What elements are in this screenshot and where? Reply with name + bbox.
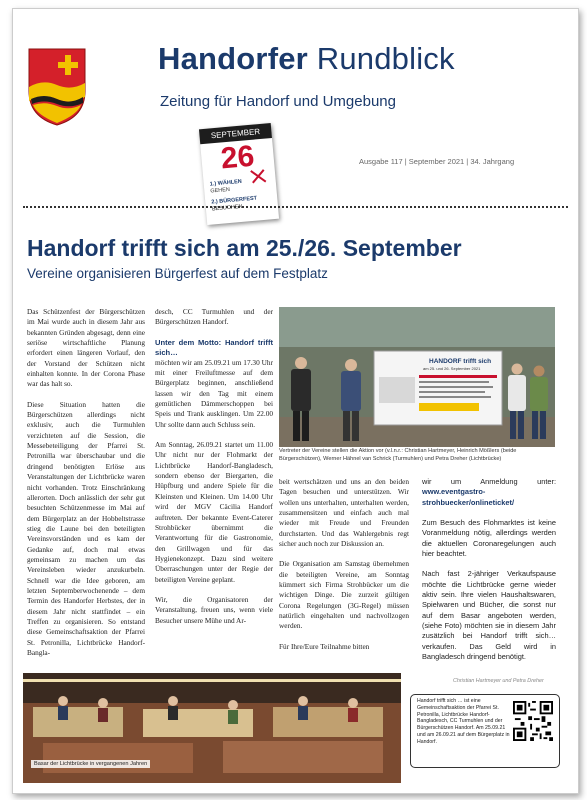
divider bbox=[23, 206, 568, 208]
coat-of-arms-icon bbox=[27, 47, 87, 127]
paragraph: Nach fast 2-jähriger Verkaufspause möchte die Lichtbrücke gerne wieder aktiv sein. Ihre vielen Haushaltswaren, Spielwaren und Bücher, die sonst nur auf dem Basar angeboten werden, (siehe Foto) möchten sie in diesem Jahr zusätzlich bei Handorf trifft sich… verkaufen. Das Geld wird in Bangladesch dringend benötigt. bbox=[422, 569, 556, 662]
masthead-title-bold: Handorfer bbox=[158, 41, 308, 76]
calendar-month: SEPTEMBER bbox=[199, 123, 272, 144]
paragraph: Wir, die Organisatoren der Veranstaltung, freuen uns, wenn viele Besucher unsere Mühe und Ar- bbox=[155, 594, 273, 625]
paragraph: Am Sonntag, 26.09.21 startet um 11.00 Uhr nicht nur der Flohmarkt der Lichtbrücke Handorf-Bangladesch, sondern ebenso der Biergarten, die Hüpfburg und andere Spiele für die Kleinsten und Kleinen. Um 14.00 Uhr wird der MGV Cäcilia Handorf auftreten. Der bekannte Event-Caterer Strohbücker übernimmt die Verantwortung für die Gastronomie, den Grillwagen und für das Hygienekonzept. Dazu sind weitere Überraschungen unter der Regie der beteiligten Vereine geplant. bbox=[155, 440, 273, 584]
article-column-2 bbox=[155, 307, 273, 636]
event-team-photo bbox=[279, 307, 555, 447]
registration-prefix: wir um Anmeldung unter: bbox=[422, 477, 556, 486]
cross-mark-icon bbox=[249, 168, 268, 186]
article-column-4 bbox=[422, 477, 556, 673]
calendar-day: 26 bbox=[219, 139, 256, 176]
calendar-item2-sub: BESUCHEN bbox=[211, 203, 243, 213]
banner-subtitle: am 25. und 26. September 2021 bbox=[423, 366, 481, 371]
paragraph: Für Ihre/Eure Teilnahme bitten bbox=[279, 641, 370, 651]
article-subheadline: Vereine organisieren Bürgerfest auf dem Festplatz bbox=[27, 266, 328, 281]
paragraph: Die Organisation am Samstag übernehmen die beteiligten Vereine, am Sonntag kümmert sich Firma Strohbücker um die wichtigen Dinge. Die zurzeit gültigen Corona Regelungen (3G-Regel) müssen natürlich eingehalten und nachvollzogen werden. bbox=[279, 559, 409, 631]
paragraph: Zum Besuch des Flohmarktes ist keine Voranmeldung nötig, allerdings werden die aktuellen Coronaregelungen auch hier beachtet. bbox=[422, 518, 556, 559]
article-column-3 bbox=[279, 477, 409, 662]
paragraph: möchten wir am 25.09.21 um 17.30 Uhr mit einer Freiluftmesse auf dem Bürgerplatz beginnen, anschließend lassen wir den Tag mit einem gemütlichen Dämmerschoppen bei Speis und Trank ausklingen. Um 22.00 Uhr sollte dann auch Schluss sein. bbox=[155, 357, 273, 429]
calendar-item2-title: 2.) BÜRGERFEST bbox=[211, 195, 258, 206]
event-team-photo-image bbox=[279, 307, 555, 447]
qr-code-icon[interactable] bbox=[513, 701, 553, 741]
masthead-title bbox=[158, 41, 455, 77]
article-column-1 bbox=[27, 307, 145, 668]
masthead-subtitle: Zeitung für Handorf und Umgebung bbox=[160, 93, 396, 110]
paragraph: Diese Situation hatten die Bürgerschützen allerdings nicht exklusiv, auch die Turmuhlen verzichteten auf die Session, die Messebeteiligung der Pfarrei St. Petronilla war überschaubar und die dringend benötigten Erlöse aus Veranstaltungen der Lichtbrücke waren nicht vorhanden. Trotz Einschränkung allerorten. Doch anlässlich der sehr gut besuchten Schützenmesse im Mai auf dem Bürgerplatz an der Hobbeltstrasse stieg die Laune bei den beteiligten Vereinsvorständen und es kam der Gedanke auf, doch mal etwas gemeinsam zu machen um das Vereinsleben wieder anzukurbeln. Schnell war die Idee geboren, am letzten Septemberwochenende – dem Termin des Handorfer Herbstes, der in diesem Jahr nicht stattfindet – ein Treffen zu organisieren. So entstand diese Gemeinschaftsaktion der Pfarrei St. Petronilla, Lichtbrücke Handorf-Bangla- bbox=[27, 399, 145, 657]
paragraph: desch, CC Turmuhlen und der Bürgerschützen Handorf. bbox=[155, 307, 273, 327]
bottom-photo-caption: Basar der Lichtbrücke in vergangenen Jahren bbox=[31, 760, 150, 768]
banner-title: HANDORF trifft sich bbox=[429, 358, 492, 365]
issue-line: Ausgabe 117 | September 2021 | 34. Jahrgang bbox=[359, 157, 515, 166]
author-credit: Christian Hartmeyer und Petra Dreher bbox=[453, 678, 544, 684]
article-headline: Handorf trifft sich am 25./26. September bbox=[27, 235, 462, 261]
info-box-text: Handorf trifft sich … ist eine Gemeinschaftsaktion der Pfarrei St. Petronilla, Lichtbrücke Handorf-Bangladesch, CC Turmuhlen und der Bürgerschützen Handorf. Am 25.09.21 und am 26.09.21 auf dem Bürgerplatz in Handorf. bbox=[417, 698, 510, 745]
paragraph: beit wertschätzen und uns an den beiden Tagen besuchen und unterstützen. Wir wollen uns unterhalten, unterhalten werden, zusammensitzen und einfach auch mal wieder mit Freude und Freunden durchstarten. Und das Wahlergebnis regt sicher auch noch zur Diskussion an. bbox=[279, 477, 409, 549]
calendar-item1-title: 1.) WÄHLEN bbox=[209, 178, 243, 188]
section-heading: Unter dem Motto: Handorf trifft sich… bbox=[155, 337, 273, 357]
info-box bbox=[410, 694, 560, 768]
paragraph: Das Schützenfest der Bürgerschützen im Mai wurde auch in diesem Jahr aus bekannten Gründen abgesagt, denn eine seriöse wirtschaftliche Planung erfordert einen längeren Vorlauf, den der Vorstand der Schützen nicht einhalten konnte. In der Corona Phase war das halt so. bbox=[27, 307, 145, 389]
registration-link[interactable]: www.eventgastro-strohbuecker/onlineticket/ bbox=[422, 487, 514, 507]
top-photo-caption: Vertreter der Vereine stellen die Aktion vor (v.l.n.r.: Christian Hartmeyer, Heinrich Mößlers (beide Bürgerschützen), Werner Hähnel van Schrick (Turmuhlen) und Petra Dreher (Lichtbrücke) bbox=[279, 448, 517, 462]
calendar-item1-sub: GEHEN bbox=[210, 186, 231, 195]
masthead-title-light: Rundblick bbox=[316, 41, 455, 76]
newspaper-page bbox=[12, 8, 579, 794]
calendar-graphic bbox=[199, 123, 279, 225]
